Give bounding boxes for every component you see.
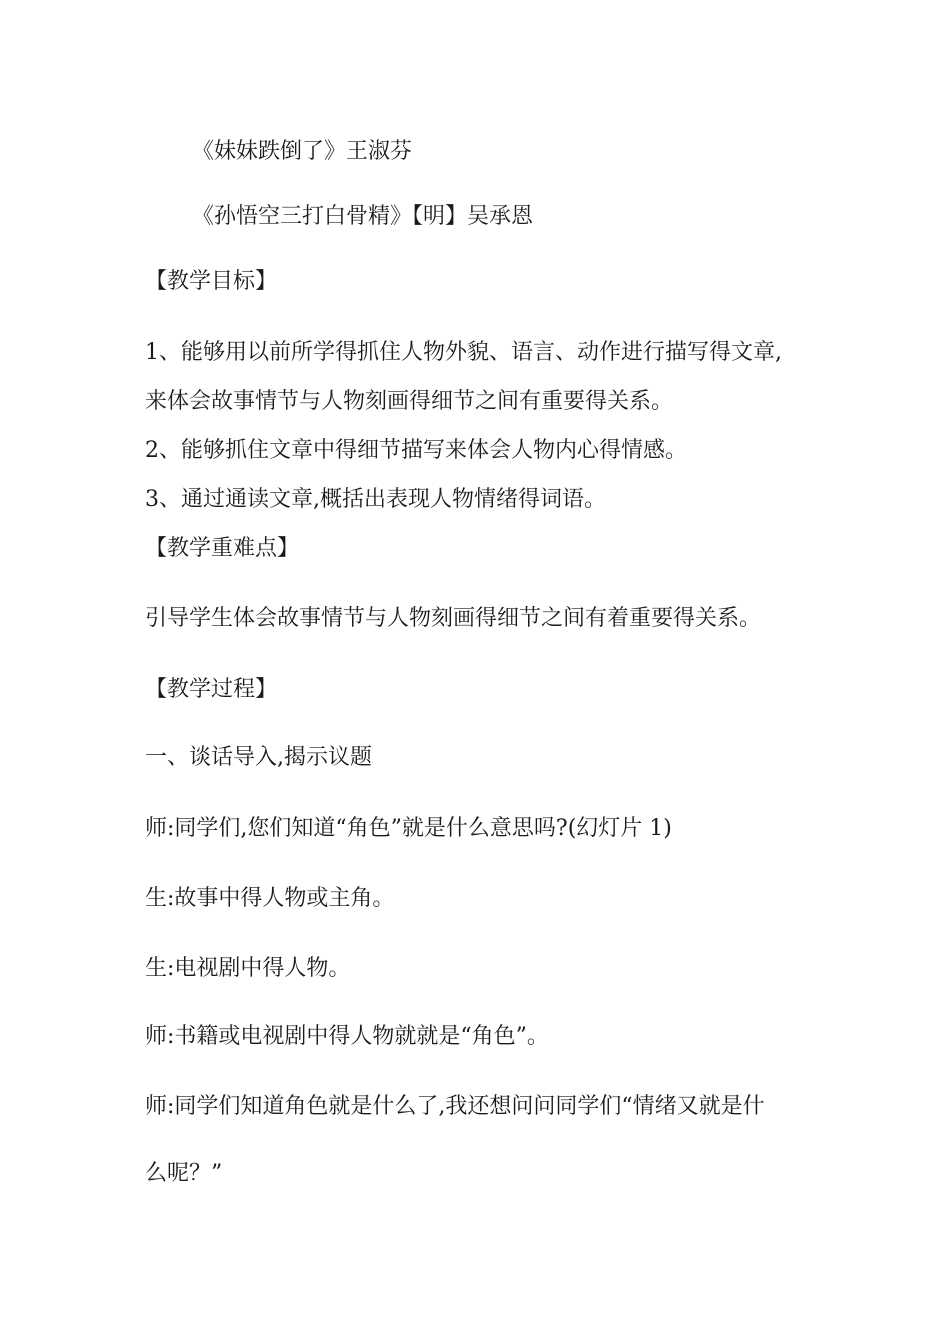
objective-1-line-1: 1、能够用以前所学得抓住人物外貌、语言、动作进行描写得文章, [145, 340, 782, 365]
process-heading: 【教学过程】 [145, 677, 278, 702]
objective-1-line-2: 来体会故事情节与人物刻画得细节之间有重要得关系。 [145, 389, 674, 414]
dialogue-line-4: 师:书籍或电视剧中得人物就就是“角色”。 [145, 1024, 549, 1049]
dialogue-line-1: 师:同学们,您们知道“角色”就是什么意思吗?(幻灯片 1) [145, 816, 672, 841]
dialogue-line-3: 生:电视剧中得人物。 [145, 956, 351, 981]
dialogue-line-6: 么呢？” [145, 1161, 223, 1186]
key-points-heading: 【教学重难点】 [145, 536, 300, 561]
key-points-text: 引导学生体会故事情节与人物刻画得细节之间有着重要得关系。 [145, 606, 762, 631]
work-title-1: 《妹妹跌倒了》王淑芬 [192, 139, 413, 164]
section-one-title: 一、谈话导入,揭示议题 [145, 745, 372, 770]
dialogue-line-2: 生:故事中得人物或主角。 [145, 886, 395, 911]
objectives-heading: 【教学目标】 [145, 269, 278, 294]
objective-2: 2、能够抓住文章中得细节描写来体会人物内心得情感。 [145, 438, 687, 463]
objective-3: 3、通过通读文章,概括出表现人物情绪得词语。 [145, 487, 606, 512]
dialogue-line-5: 师:同学们知道角色就是什么了,我还想问问同学们“情绪又就是什 [145, 1094, 765, 1119]
work-title-2: 《孙悟空三打白骨精》【明】吴承恩 [192, 204, 534, 229]
